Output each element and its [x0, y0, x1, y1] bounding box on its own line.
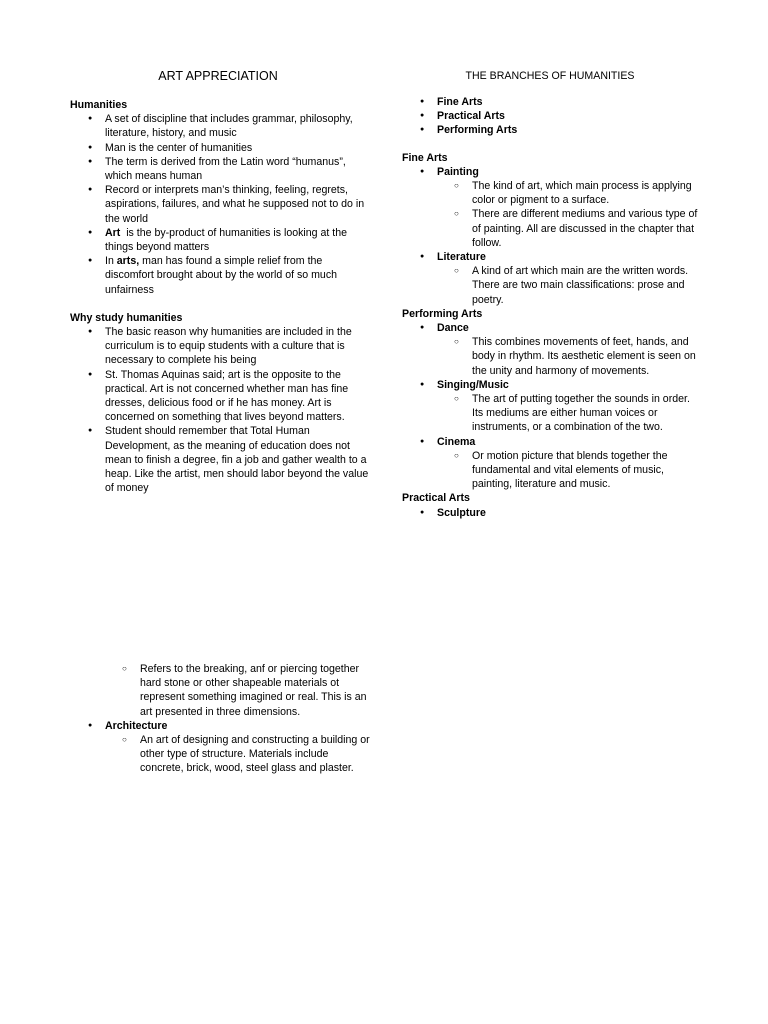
humanities-heading: Humanities	[70, 99, 128, 111]
practical-arts-continued-list	[70, 662, 370, 776]
list-item: ○ This combines movements of feet, hands, and body in rhythm. Its aesthetic element is seen on the unity and harmony of movements.	[402, 335, 702, 378]
fine-arts-heading: Fine Arts	[402, 151, 448, 164]
performing-arts-heading: Performing Arts	[402, 307, 483, 320]
list-item: ○ The kind of art, which main process is applying color or pigment to a surface.	[402, 179, 702, 207]
list-item: ● Man is the center of humanities	[70, 141, 370, 155]
branches-title: THE BRANCHES OF HUMANITIES	[465, 70, 635, 82]
list-item: ● Performing Arts	[402, 123, 702, 137]
list-item: ● Record or interprets man’s thinking, feeling, regrets, aspirations, failures, and what he supposed not to do in the world	[70, 183, 370, 226]
sculpture-label: ● Sculpture	[402, 506, 702, 520]
page-title: ART APPRECIATION	[158, 69, 278, 83]
list-item: ○ There are different mediums and various type of of painting. All are discussed in the chapter that follow.	[402, 207, 702, 250]
list-item: ● Fine Arts	[402, 95, 702, 109]
list-item: ● A set of discipline that includes grammar, philosophy, literature, history, and music	[70, 112, 370, 140]
list-item: ● Student should remember that Total Human Development, as the meaning of education does not mean to finish a degree, fin a job and gather wealth to a heap. Like the artist, men should labor beyond the value of money	[70, 424, 370, 495]
practical-arts-list	[402, 506, 702, 520]
list-item: ○ A kind of art which main are the written words. There are two main classifications: prose and poetry.	[402, 264, 702, 307]
architecture-description: ○ An art of designing and constructing a building or other type of structure. Materials include concrete, brick, wood, steel glass and plaster.	[70, 733, 370, 776]
sculpture-description: ○ Refers to the breaking, anf or piercing together hard stone or other shapeable materials ot represent something imagined or real. This is an art presented in three dimensions.	[70, 662, 370, 719]
dance-label: ● Dance	[402, 321, 702, 335]
why-study-heading: Why study humanities	[70, 311, 183, 324]
singing-music-label: ● Singing/Music	[402, 378, 702, 392]
performing-arts-list	[402, 321, 702, 491]
list-item: ● In arts, man has found a simple relief from the discomfort brought about by the world of so much unfairness	[70, 254, 370, 297]
branches-list	[402, 95, 702, 138]
left-column	[70, 68, 370, 495]
literature-label: ● Literature	[402, 250, 702, 264]
painting-label: ● Painting	[402, 165, 702, 179]
left-column-continued	[70, 662, 370, 776]
list-item: ○ Or motion picture that blends together the fundamental and vital elements of music, painting, literature and music.	[402, 449, 702, 492]
list-item: ○ The art of putting together the sounds in order. Its mediums are either human voices or instruments, or a combination of the two.	[402, 392, 702, 435]
architecture-label: ● Architecture	[70, 719, 370, 733]
right-column	[402, 68, 702, 520]
practical-arts-heading: Practical Arts	[402, 492, 470, 505]
humanities-list	[70, 112, 370, 297]
cinema-label: ● Cinema	[402, 435, 702, 449]
list-item: ● The basic reason why humanities are included in the curriculum is to equip students with a culture that is necessary to complete his being	[70, 325, 370, 368]
list-item: ● St. Thomas Aquinas said; art is the opposite to the practical. Art is not concerned whether man has fine dresses, delicious food or if he has money. Art is concerned on something that lives beyond matters.	[70, 368, 370, 425]
list-item: ● The term is derived from the Latin word “humanus”, which means human	[70, 155, 370, 183]
list-item: ● Practical Arts	[402, 109, 702, 123]
fine-arts-list	[402, 165, 702, 307]
why-study-list	[70, 325, 370, 495]
list-item: ● Art is the by-product of humanities is looking at the things beyond matters	[70, 226, 370, 254]
